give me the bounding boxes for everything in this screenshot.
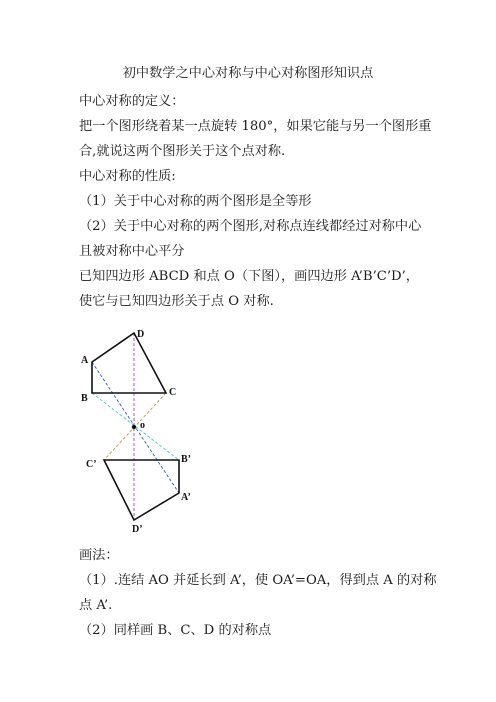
symmetry-figure: [76, 320, 216, 535]
quadrilateral-ABCD: [92, 333, 166, 393]
label-O: o: [140, 420, 145, 431]
label-A: A: [81, 355, 89, 366]
label-B2: B’: [181, 454, 191, 465]
label-C: C: [169, 387, 177, 398]
paragraph-line: 中心对称的定义：: [79, 94, 185, 109]
label-D: D: [137, 329, 145, 340]
paragraph-line: 把一个图形绕着某一点旋转 180°，如果它能与另一个图形重: [79, 119, 432, 134]
paragraph-line: 已知四边形 ABCD 和点 O（下图），画四边形 A’B’C’D’，: [79, 269, 419, 284]
paragraph-line: （1）关于中心对称的两个图形是全等形: [79, 194, 312, 209]
paragraph-line: 且被对称中心平分: [79, 244, 185, 259]
paragraph-line: 合,就说这两个图形关于这个点对称.: [79, 144, 286, 159]
paragraph-line: （2）关于中心对称的两个图形,对称点连线都经过对称中心: [79, 219, 422, 234]
paragraph-line: （1）.连结 AO 并延长到 A’，使 OA’=OA，得到点 A 的对称: [79, 573, 437, 588]
paragraph-line: 中心对称的性质:: [79, 169, 176, 184]
center-point-O: [132, 425, 136, 429]
paragraph-line: （2）同样画 B、C、D 的对称点: [79, 623, 272, 638]
label-B: B: [81, 393, 88, 404]
quadrilateral-A2B2C2D2: [104, 460, 179, 520]
label-A2: A’: [181, 492, 191, 503]
label-C2: C’: [86, 459, 97, 470]
document-title: 初中数学之中心对称与中心对称图形知识点: [122, 66, 374, 81]
label-D2: D’: [132, 524, 143, 535]
paragraph-line: 使它与已知四边形关于点 O 对称.: [79, 294, 274, 309]
paragraph-line: 点 A’.: [79, 598, 113, 613]
paragraph-line: 画法：: [79, 548, 119, 563]
